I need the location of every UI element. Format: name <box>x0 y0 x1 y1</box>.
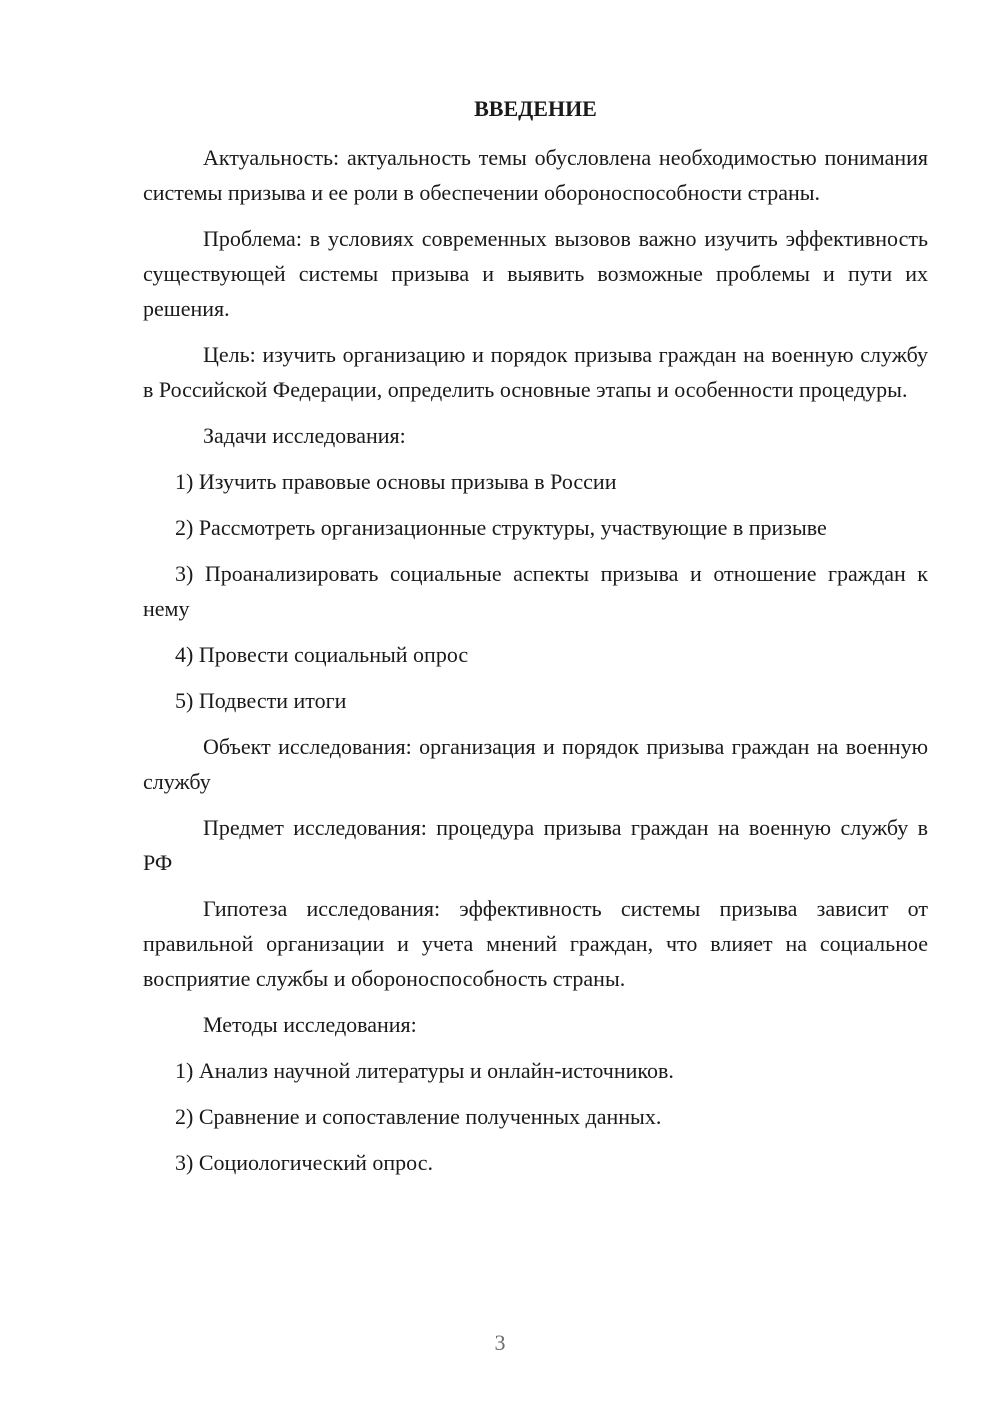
task-item-3: 3) Проанализировать социальные аспекты призыва и отношение граждан к нему <box>143 561 928 621</box>
method-item-2: 2) Сравнение и сопоставление полученных данных. <box>175 1104 662 1129</box>
object-paragraph: Объект исследования: организация и порядок призыва граждан на военную службу <box>143 734 928 794</box>
task-item-2: 2) Рассмотреть организационные структуры, участвующие в призыве <box>175 515 827 540</box>
goal-paragraph: Цель: изучить организацию и порядок призыва граждан на военную службу в Российской Федерации, определить основные этапы и особенности процедуры. <box>143 342 928 402</box>
document-page <box>143 90 928 1191</box>
methods-title: Методы исследования: <box>203 1012 417 1037</box>
task-item-1: 1) Изучить правовые основы призыва в России <box>175 469 617 494</box>
page-number: 3 <box>494 1330 506 1355</box>
page-title: ВВЕДЕНИЕ <box>474 96 597 121</box>
relevance-paragraph: Актуальность: актуальность темы обусловлена необходимостью понимания системы призыва и ее роли в обеспечении обороноспособности страны. <box>143 145 928 205</box>
method-item-1: 1) Анализ научной литературы и онлайн-источников. <box>175 1058 674 1083</box>
task-item-4: 4) Провести социальный опрос <box>175 642 469 667</box>
problem-paragraph: Проблема: в условиях современных вызовов важно изучить эффективность существующей системы призыва и выявить возможные проблемы и пути их решения. <box>143 226 928 321</box>
subject-paragraph: Предмет исследования: процедура призыва граждан на военную службу в РФ <box>143 815 928 875</box>
method-item-3: 3) Социологический опрос. <box>175 1150 433 1175</box>
task-item-5: 5) Подвести итоги <box>175 688 347 713</box>
hypothesis-paragraph: Гипотеза исследования: эффективность системы призыва зависит от правильной организации и учета мнений граждан, что влияет на социальное восприятие службы и обороноспособность страны. <box>143 896 928 991</box>
tasks-title: Задачи исследования: <box>203 423 406 448</box>
